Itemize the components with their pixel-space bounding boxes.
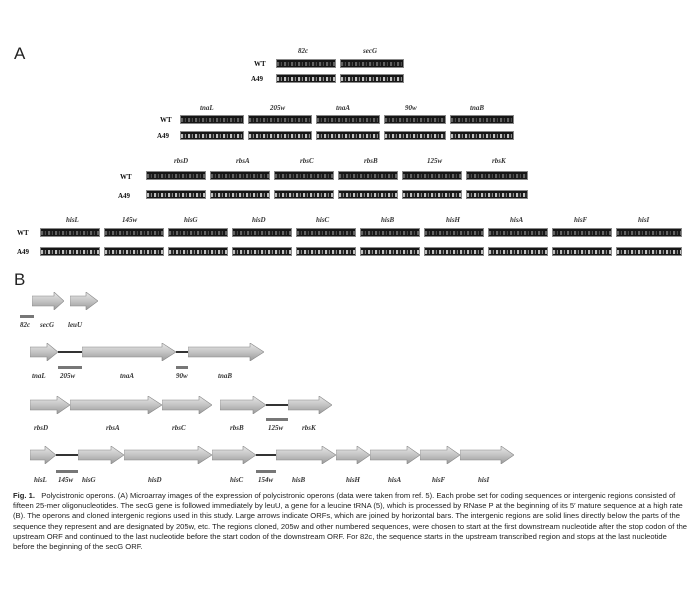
gene-label: hisD <box>252 216 266 224</box>
gene-label: 145w <box>122 216 138 224</box>
gene-label: hisL <box>66 216 79 224</box>
array-strip <box>180 131 244 140</box>
orf-arrow <box>124 446 212 464</box>
array-strip <box>296 247 356 256</box>
array-strip <box>210 190 270 199</box>
gene-label: hisA <box>510 216 524 224</box>
array-strip <box>466 190 528 199</box>
gene-label: rbsK <box>302 424 316 432</box>
gene-label: 205w <box>270 104 286 112</box>
gene-label: 90w <box>405 104 417 112</box>
array-strip <box>340 59 404 68</box>
array-strip <box>616 247 682 256</box>
array-strip <box>402 171 462 180</box>
figure-title: Polycistronic operons. <box>41 491 116 500</box>
gene-label: 125w <box>427 157 443 165</box>
array-strip <box>232 228 292 237</box>
gene-label: hisF <box>574 216 588 224</box>
gene-label: rbsD <box>174 157 189 165</box>
gene-label: hisH <box>446 216 461 224</box>
gene-label: rbsC <box>172 424 186 432</box>
array-strip <box>316 131 380 140</box>
array-strip <box>232 247 292 256</box>
array-strip <box>210 171 270 180</box>
gene-label: tnaB <box>470 104 485 112</box>
gene-label: hisB <box>292 476 306 484</box>
orf-arrow <box>30 446 56 464</box>
gene-label: rbsA <box>106 424 120 432</box>
orf-arrow <box>370 446 420 464</box>
connector-bar <box>266 404 288 406</box>
array-strip <box>338 171 398 180</box>
orf-arrow <box>460 446 514 464</box>
array-strip <box>616 228 682 237</box>
array-strip <box>146 171 206 180</box>
gene-label: hisG <box>82 476 96 484</box>
array-strip <box>168 228 228 237</box>
gene-label: hisF <box>432 476 446 484</box>
gene-label: 125w <box>268 424 284 432</box>
orf-arrow <box>288 396 332 414</box>
orf-arrow <box>30 396 70 414</box>
array-strip <box>40 247 100 256</box>
array-strip <box>274 190 334 199</box>
gene-label: hisC <box>230 476 244 484</box>
gene-label: leuU <box>68 321 82 329</box>
orf-arrow <box>30 343 58 361</box>
array-strip <box>552 247 612 256</box>
row-label-wt: WT <box>254 60 266 68</box>
array-strip <box>402 190 462 199</box>
orf-arrow <box>276 446 336 464</box>
array-strip <box>274 171 334 180</box>
orf-arrow <box>32 292 64 310</box>
gene-label: 82c <box>298 47 309 55</box>
gene-label: hisH <box>346 476 361 484</box>
intergenic-region <box>256 470 276 473</box>
gene-label: tnaA <box>336 104 351 112</box>
array-strip <box>488 247 548 256</box>
orf-arrow <box>78 446 124 464</box>
gene-label: tnaB <box>218 372 233 380</box>
array-strip <box>248 131 312 140</box>
intergenic-region <box>176 366 188 369</box>
array-strip <box>424 228 484 237</box>
row-label-wt: WT <box>120 173 132 181</box>
figure-caption-body: (A) Microarray images of the expression of polycistronic operons (data were taken from ref. 5). Each probe set for coding sequences or intergenic regions consisted of fifteen 25-mer oligonucleotides. The secG gene is followed immediately by leuU, a gene for a leucine tRNA (5), which is processed by RNase P at the beginning of its 5′ mature sequence at a high rate (B). The operons and cloned intergenic regions used in this study. Large arrows indicate ORFs, which are joined by horizontal bars. The intergenic regions are solid lines directly below the parts of the sequence they represent and are designated by 205w, etc. The regions cloned, 205w and other numbered sequences, were chosen to start at the first downstream nucleotide after the stop codon of the upstream ORF and continued to the last nucleotide before the start codon of the downstream ORF. For 82c, the sequence starts in the upstream transcribed region and stops at the last nucleotide before the beginning of the secG ORF. <box>13 491 688 552</box>
array-strip <box>340 74 404 83</box>
gene-label: rbsC <box>300 157 314 165</box>
orf-arrow <box>188 343 264 361</box>
panel-a-label: A <box>14 44 26 63</box>
row-label-a49: A49 <box>118 192 131 200</box>
orf-arrow <box>220 396 266 414</box>
gene-label: hisL <box>34 476 47 484</box>
array-strip <box>552 228 612 237</box>
gene-label: hisC <box>316 216 330 224</box>
gene-label: rbsB <box>230 424 244 432</box>
array-strip <box>384 115 446 124</box>
gene-label: hisA <box>388 476 402 484</box>
array-strip <box>180 115 244 124</box>
figure-number: Fig. 1. <box>13 491 35 500</box>
gene-label: rbsA <box>236 157 250 165</box>
gene-label: 205w <box>60 372 76 380</box>
gene-label: secG <box>40 321 54 329</box>
gene-label: 90w <box>176 372 188 380</box>
row-label-wt: WT <box>17 229 29 237</box>
row-label-a49: A49 <box>17 248 30 256</box>
row-label-a49: A49 <box>251 75 264 83</box>
array-strip <box>466 171 528 180</box>
figure-caption <box>13 491 689 552</box>
array-strip <box>104 247 164 256</box>
array-strip <box>168 247 228 256</box>
gene-label: 154w <box>258 476 274 484</box>
array-strip <box>248 115 312 124</box>
intergenic-region <box>266 418 288 421</box>
array-strip <box>488 228 548 237</box>
array-strip <box>450 115 514 124</box>
array-strip <box>40 228 100 237</box>
array-strip <box>276 74 336 83</box>
orf-arrow <box>70 396 162 414</box>
panel-b-label: B <box>14 270 26 289</box>
intergenic-region <box>20 315 34 318</box>
orf-arrow <box>70 292 98 310</box>
orf-arrow <box>336 446 370 464</box>
gene-label: rbsD <box>34 424 49 432</box>
row-label-wt: WT <box>160 116 172 124</box>
gene-label: 145w <box>58 476 74 484</box>
array-strip <box>424 247 484 256</box>
array-strip <box>276 59 336 68</box>
orf-arrow <box>212 446 256 464</box>
array-strip <box>384 131 446 140</box>
connector-bar <box>176 351 188 353</box>
gene-label: tnaA <box>120 372 135 380</box>
orf-arrow <box>82 343 176 361</box>
gene-label: 82c <box>20 321 31 329</box>
array-strip <box>104 228 164 237</box>
array-strip <box>338 190 398 199</box>
gene-label: hisB <box>381 216 395 224</box>
intergenic-region <box>56 470 78 473</box>
intergenic-region <box>58 366 82 369</box>
gene-label: hisI <box>478 476 490 484</box>
orf-arrow <box>162 396 212 414</box>
gene-label: hisI <box>638 216 650 224</box>
gene-label: rbsB <box>364 157 378 165</box>
connector-bar <box>256 454 276 456</box>
array-strip <box>360 247 420 256</box>
gene-label: tnaL <box>200 104 214 112</box>
gene-label: secG <box>363 47 377 55</box>
gene-label: hisD <box>148 476 162 484</box>
row-label-a49: A49 <box>157 132 170 140</box>
array-strip <box>316 115 380 124</box>
array-strip <box>296 228 356 237</box>
connector-bar <box>58 351 82 353</box>
array-strip <box>360 228 420 237</box>
orf-arrow <box>420 446 460 464</box>
connector-bar <box>56 454 78 456</box>
array-strip <box>450 131 514 140</box>
gene-label: hisG <box>184 216 198 224</box>
gene-label: tnaL <box>32 372 46 380</box>
array-strip <box>146 190 206 199</box>
gene-label: rbsK <box>492 157 506 165</box>
